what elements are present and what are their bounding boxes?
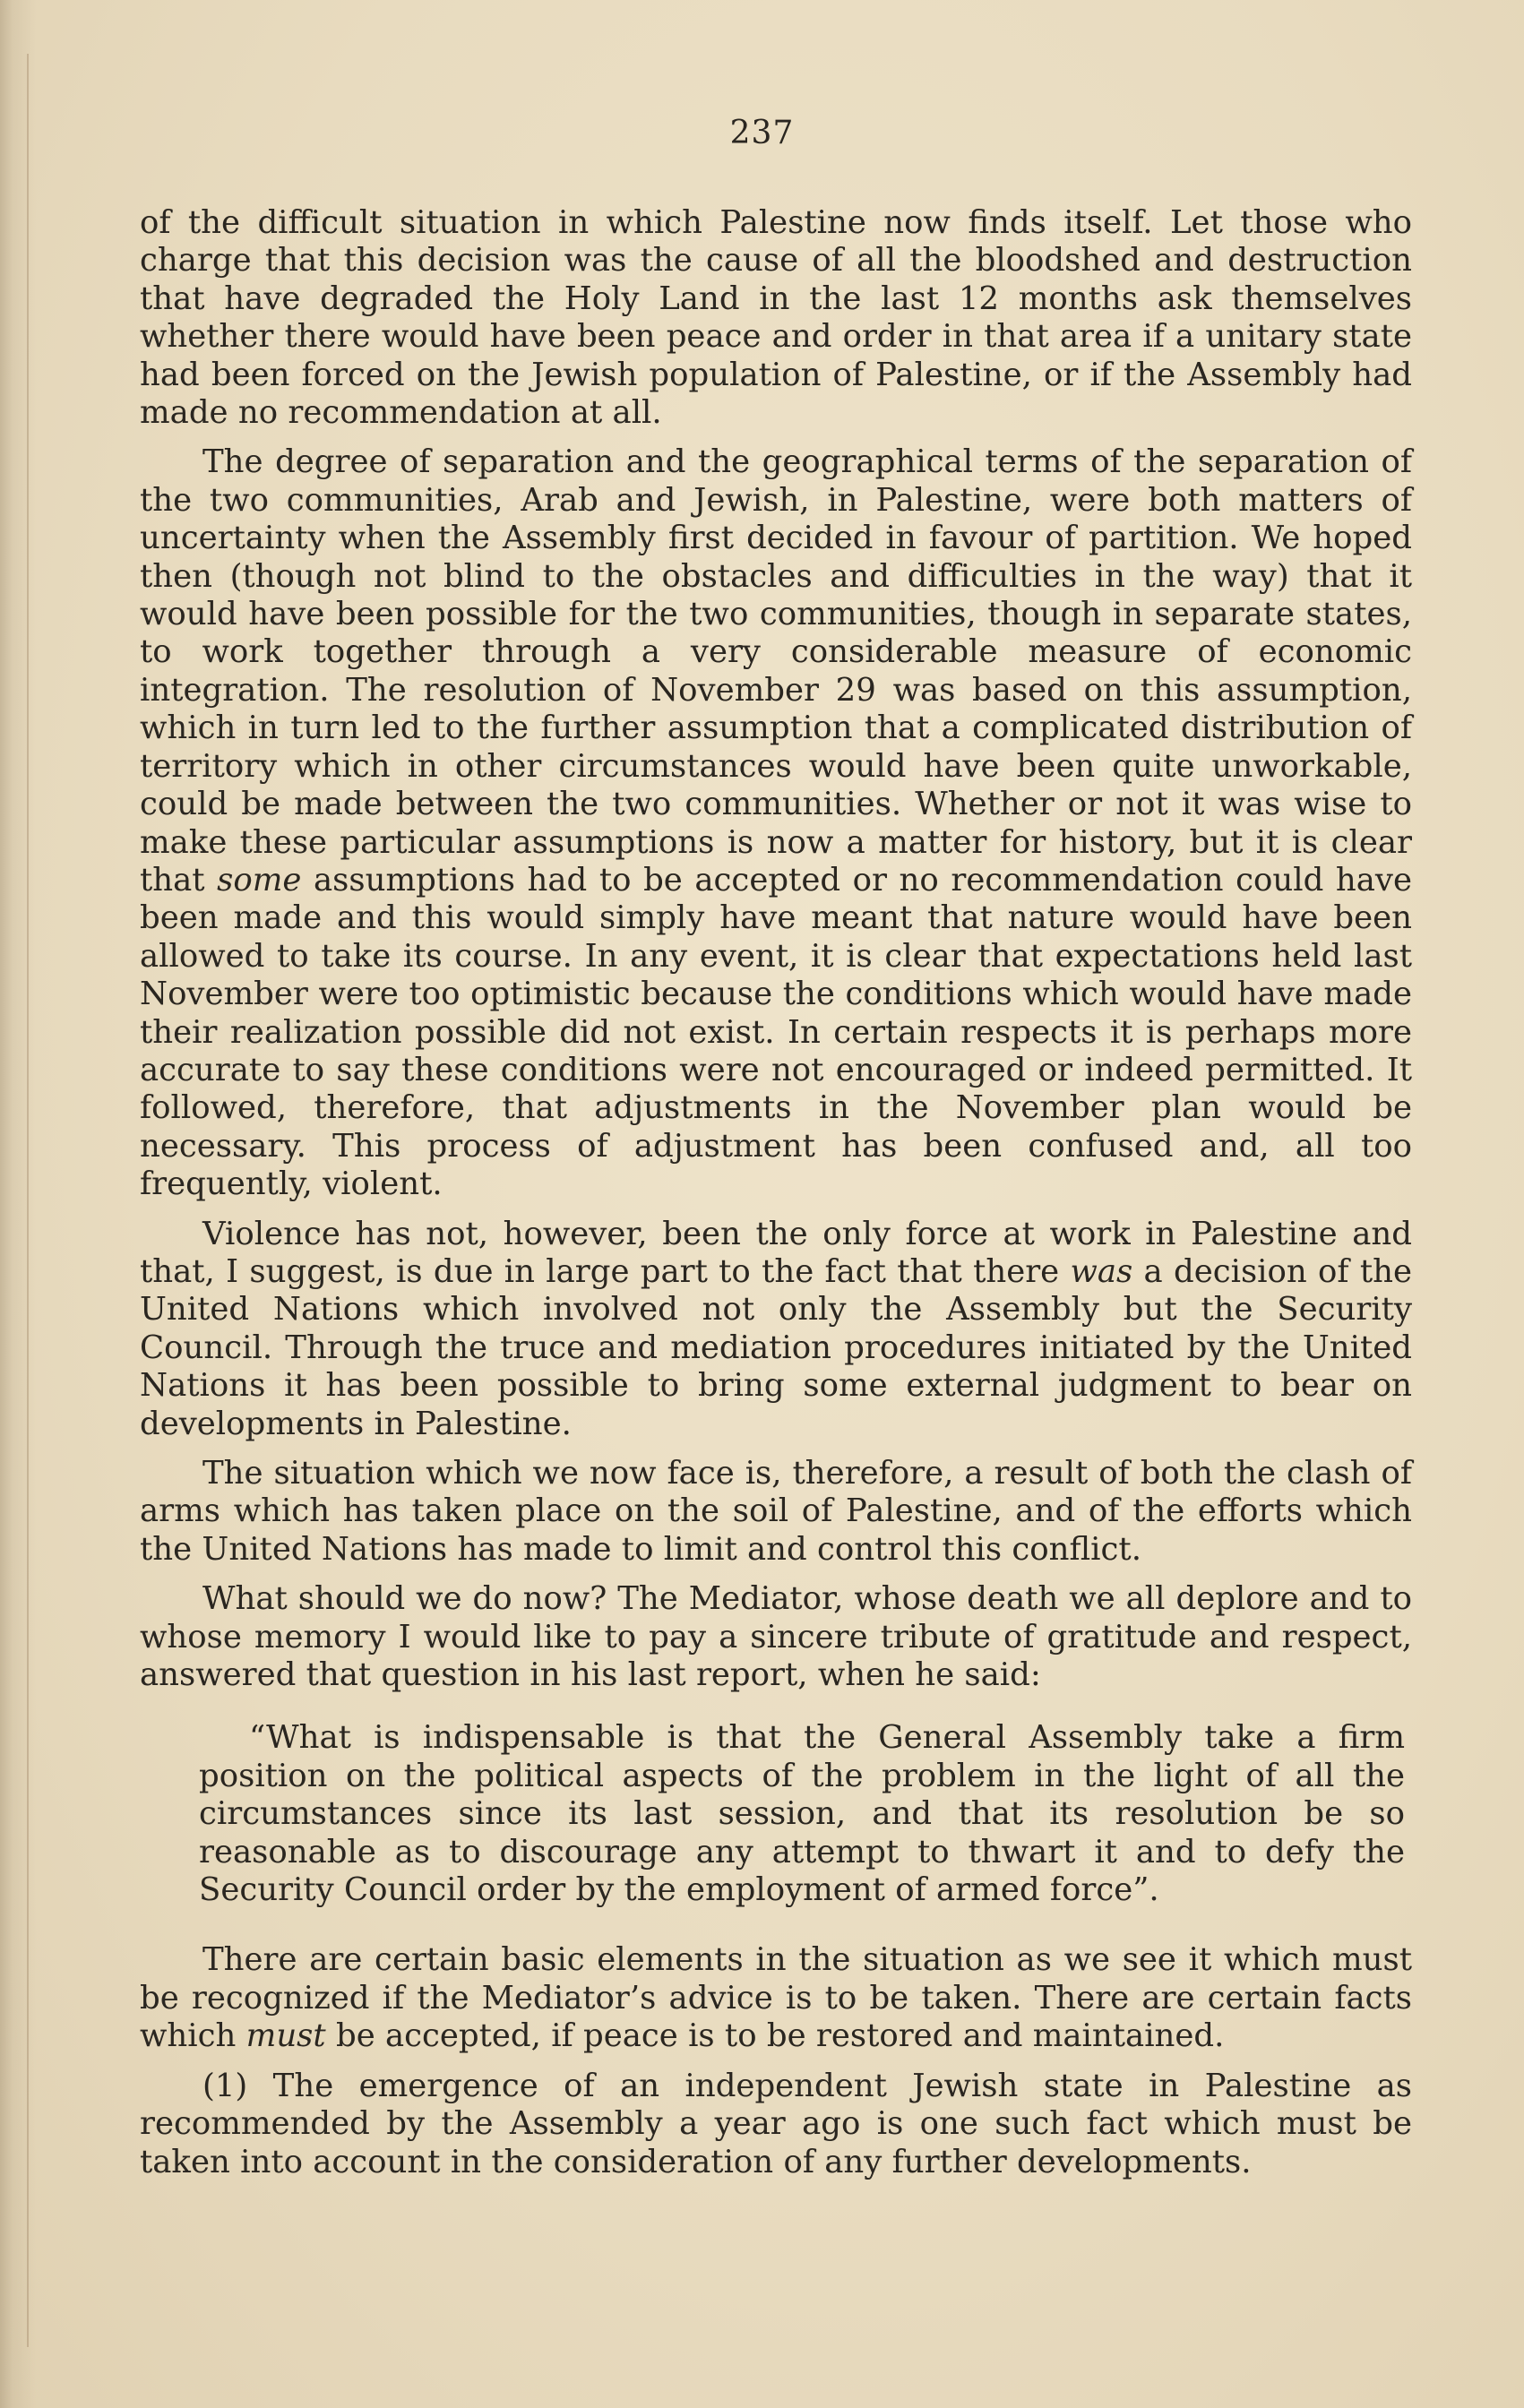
page-number: 237	[729, 115, 795, 151]
paragraph-3-emphasis: was	[1070, 1252, 1133, 1290]
binding-shadow	[27, 54, 29, 2347]
paragraph-3	[140, 1216, 1412, 1443]
paragraph-2-part-a: The degree of separation and the geographical terms of the separation of the two communities, Arab and Jewish, in Palestine, were both matters of uncertainty when the Assembly first decided in favour of partition. We hoped then (though not blind to the obstacles and difficulties in the way) that it would have been possible for the two communities, though in separate states, to work together through a very considerable measure of economic integration. The resolution of November 29 was based on this assumption, which in turn led to the further assumption that a complicated distribution of territory which in other circumstances would have been quite unworkable, could be made between the two communities. Whether or not it was wise to make these particular assumptions is now a matter for history, but it is clear that	[140, 443, 1412, 899]
paragraph-1: of the difficult situation in which Palestine now finds itself. Let those who charge that this decision was the cause of all the bloodshed and destruction that have degraded the Holy Land in the last 12 months ask themselves whether there would have been peace and order in that area if a unitary state had been forced on the Jewish population of Palestine, or if the Assembly had made no recommendation at all.	[140, 204, 1412, 432]
paragraph-3-part-a: Violence has not, however, been the only force at work in Palestine and that, I suggest, is due in large part to the fact that there	[140, 1215, 1412, 1290]
paragraph-5: What should we do now? The Mediator, whose death we all deplore and to whose memory I would like to pay a sincere tribute of gratitude and respect, answered that question in his last report, when he said:	[140, 1580, 1412, 1694]
paragraph-2-part-b: assumptions had to be accepted or no recommendation could have been made and this would simply have meant that nature would have been allowed to take its course. In any event, it is clear that expectations held last November were too optimistic because the conditions which would have made their realization possible did not exist. In certain respects it is perhaps more accurate to say these conditions were not encouraged or indeed permitted. It followed, therefore, that adjustments in the November plan would be necessary. This process of adjustment has been confused and, all too frequently, violent.	[140, 861, 1412, 1203]
paragraph-7: (1) The emergence of an independent Jewish state in Palestine as recommended by the Assembly a year ago is one such fact which must be taken into account in the consideration of any further developments.	[140, 2067, 1412, 2180]
paragraph-6	[140, 1941, 1412, 2055]
paragraph-6-part-b: be accepted, if peace is to be restored and maintained.	[335, 2017, 1225, 2055]
paragraph-4: The situation which we now face is, therefore, a result of both the clash of arms which has taken place on the soil of Palestine, and of the efforts which the United Nations has made to limit and control this conflict.	[140, 1455, 1412, 1568]
paragraph-2-emphasis: some	[217, 861, 302, 899]
paragraph-2	[140, 443, 1412, 1203]
paragraph-6-part-a: There are certain basic elements in the situation as we see it which must be recognized if the Mediator’s advice is to be taken. There are certain facts which	[140, 1941, 1412, 2055]
paragraph-6-emphasis: must	[245, 2017, 326, 2055]
block-quote: “What is indispensable is that the General Assembly take a firm position on the political aspects of the problem in the light of all the circumstances since its last session, and that its resolution be so reasonable as to discourage any attempt to thwart it and to defy the Security Council order by the employment of armed force”.	[199, 1719, 1405, 1909]
body-text	[140, 204, 1412, 2193]
paragraph-3-part-b: a decision of the United Nations which involved not only the Assembly but the Security Council. Through the truce and mediation procedures initiated by the United Nations it has been possible to bring some external judgment to bear on developments in Palestine.	[140, 1252, 1412, 1442]
